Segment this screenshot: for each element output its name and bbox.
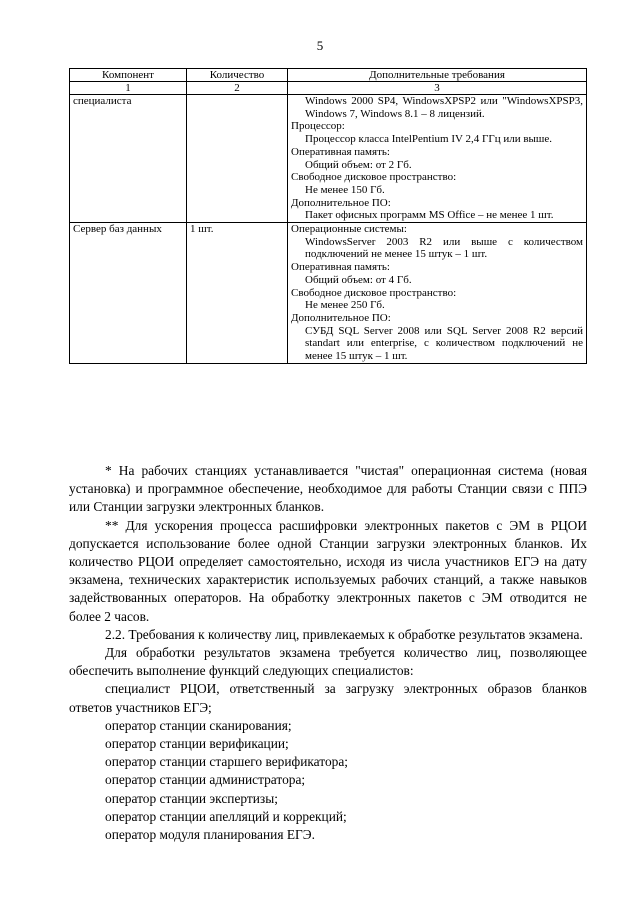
table-row <box>70 95 587 223</box>
list-item: оператор станции апелляций и коррекций; <box>105 808 347 824</box>
column-number: 2 <box>187 82 288 95</box>
requirements-cell <box>288 223 587 364</box>
footnote-decryption: ** Для ускорения процесса расшифровки электронных пакетов с ЭМ в РЦОИ допускается использование более одной Станции загрузки электронных бланков. Их количество РЦОИ определяет самостоятельно, исходя из числа участников ЕГЭ на дату экзамена, технических характеристик используемых рабочих станций, а также навыков задействованных операторов. На обработку электронных пакетов с ЭМ отводится не более 2 часов. <box>69 517 587 624</box>
header-quantity: Количество <box>187 69 288 82</box>
section-heading: 2.2. Требования к количеству лиц, привлекаемых к обработке результатов экзамена. <box>105 626 583 642</box>
list-item: оператор станции экспертизы; <box>105 790 278 806</box>
requirement-line: Дополнительное ПО: <box>291 311 391 324</box>
page-number: 5 <box>316 38 324 53</box>
requirement-line: Общий объем: от 2 Гб. <box>305 158 412 171</box>
quantity-cell: 1 шт. <box>187 223 288 364</box>
requirement-line: СУБД SQL Server 2008 или SQL Server 2008 R2 версий standart или enterprise, с количеством подключений не менее 15 штук – 1 шт. <box>305 324 583 363</box>
list-item: оператор станции верификации; <box>105 736 289 752</box>
header-requirements: Дополнительные требования <box>288 69 587 82</box>
requirement-line: Windows 2000 SP4, WindowsXPSP2 или "WindowsXPSP3, Windows 7, Windows 8.1 – 8 лицензий. <box>305 95 583 120</box>
list-item: оператор станции администратора; <box>105 772 306 788</box>
requirement-line: Оперативная память: <box>291 261 390 274</box>
requirement-line: Не менее 150 Гб. <box>305 183 385 196</box>
requirement-line: Пакет офисных программ MS Office – не менее 1 шт. <box>305 209 554 222</box>
table-header-row <box>70 69 587 82</box>
body-text <box>69 462 587 844</box>
component-cell: Сервер баз данных <box>70 223 187 364</box>
table-row <box>70 223 587 364</box>
list-item: оператор станции сканирования; <box>105 717 292 733</box>
quantity-cell <box>187 95 288 223</box>
requirement-line: Процессор класса IntelPentium IV 2,4 ГГц или выше. <box>305 133 553 146</box>
requirement-line: Оперативная память: <box>291 145 390 158</box>
requirement-line: Не менее 250 Гб. <box>305 299 385 312</box>
column-number: 3 <box>288 82 587 95</box>
requirement-line: WindowsServer 2003 R2 или выше с количеством подключений не менее 15 штук – 1 шт. <box>305 235 583 261</box>
list-item: специалист РЦОИ, ответственный за загрузку электронных образов бланков ответов участников ЕГЭ; <box>69 681 587 715</box>
requirement-line: Свободное дисковое пространство: <box>291 171 457 184</box>
footnote-clean-os: * На рабочих станциях устанавливается "чистая" операционная система (новая установка) и программное обеспечение, необходимое для работы Станции связи с ППЭ или Станции загрузки электронных бланков. <box>69 463 587 515</box>
header-component: Компонент <box>70 69 187 82</box>
component-cell: специалиста <box>70 95 187 223</box>
paragraph: Для обработки результатов экзамена требуется количество лиц, позволяющее обеспечить выполнение функций следующих специалистов: <box>69 645 587 679</box>
requirements-table <box>69 68 587 364</box>
column-number: 1 <box>70 82 187 95</box>
list-item: оператор станции старшего верификатора; <box>105 754 348 770</box>
column-number-row <box>70 82 587 95</box>
list-item: оператор модуля планирования ЕГЭ. <box>105 827 315 843</box>
requirement-line: Общий объем: от 4 Гб. <box>305 273 412 286</box>
requirements-cell <box>288 95 587 223</box>
requirement-line: Операционные системы: <box>291 223 407 236</box>
requirement-line: Процессор: <box>291 120 345 133</box>
requirement-line: Дополнительное ПО: <box>291 196 391 209</box>
requirement-line: Свободное дисковое пространство: <box>291 286 457 299</box>
